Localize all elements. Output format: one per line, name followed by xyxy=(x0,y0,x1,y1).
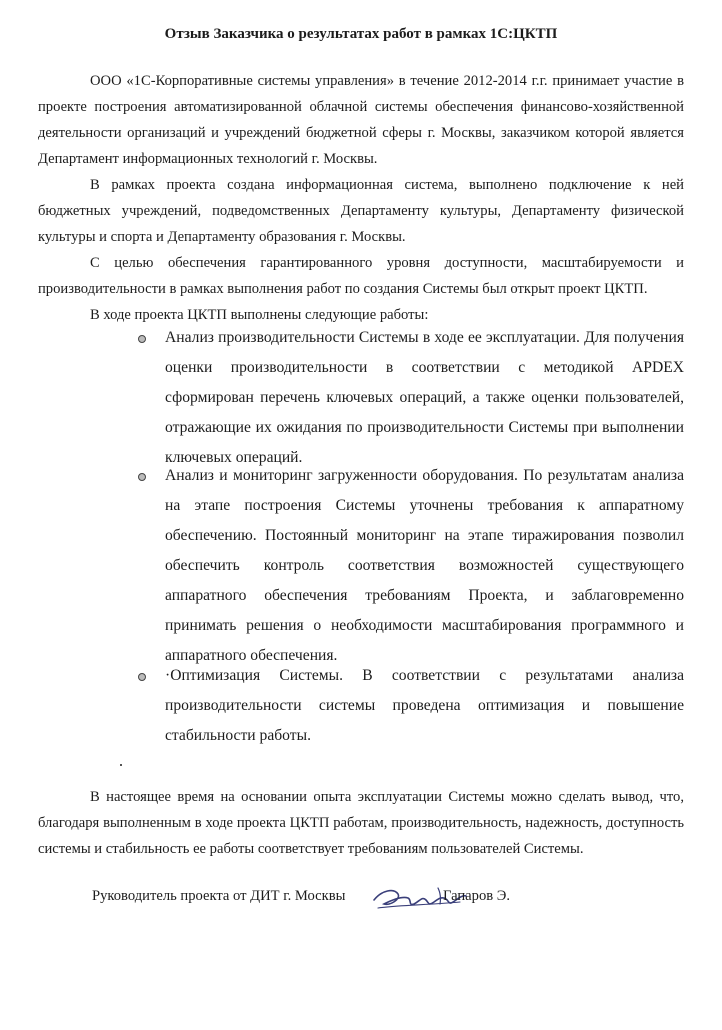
signature-name: Гапаров Э. xyxy=(443,888,511,904)
paragraph-conclusion: В настоящее время на основании опыта эксплуатации Системы можно сделать вывод, что, благодаря выполненным в ходе проекта ЦКТП работам, производительность, надежность, доступность системы и стабильность ее работы соответствует требованиям пользователей Системы. xyxy=(38,789,684,857)
paragraph-works-intro: В ходе проекта ЦКТП выполнены следующие работы: xyxy=(90,307,429,323)
bullet-icon xyxy=(138,473,146,481)
bullet-icon xyxy=(138,335,146,343)
list-item-text: Анализ производительности Системы в ходе ее эксплуатации. Для получения оценки производительности в соответствии с методикой APDEX сформирован перечень ключевых операций, а также оценки пользователей, отражающие их ожидания по производительности Системы при выполнении ключевых операций. xyxy=(165,329,684,466)
list-item xyxy=(135,661,684,744)
paragraph-participation: ООО «1С-Корпоративные системы управления» в течение 2012-2014 г.г. принимает участие в проекте построения автоматизированной облачной системы обеспечения финансово-хозяйственной деятельности организаций и учреждений бюджетной сферы г. Москвы, заказчиком которой является Департамент информационных технологий г. Москвы. xyxy=(38,73,684,167)
bullet-icon xyxy=(138,673,146,681)
paragraph-goal: С целью обеспечения гарантированного уровня доступности, масштабируемости и производительности в рамках выполнения работ по создания Системы был открыт проект ЦКТП. xyxy=(38,255,684,297)
list-item xyxy=(135,461,684,664)
document-title: Отзыв Заказчика о результатах работ в рамках 1С:ЦКТП xyxy=(164,26,558,42)
scan-speck xyxy=(120,764,122,766)
list-item-text: Анализ и мониторинг загруженности оборудования. По результатам анализа на этапе построения Системы уточнены требования к аппаратному обеспечению. Постоянный мониторинг на этапе тиражирования позволил обеспечить контроль соответствия возможностей существующего аппаратного обеспечения требованиям Проекта, и заблаговременно принимать решения о необходимости масштабирования программного и аппаратного обеспечения. xyxy=(165,467,684,664)
list-item-text: ·Оптимизация Системы. В соответствии с результатами анализа производительности системы проведена оптимизация и повышение стабильности работы. xyxy=(165,667,684,744)
list-item xyxy=(135,323,684,466)
works-list xyxy=(135,323,684,745)
signature-role: Руководитель проекта от ДИТ г. Москвы xyxy=(92,888,346,904)
paragraph-system-created: В рамках проекта создана информационная система, выполнено подключение к ней бюджетных учреждений, подведомственных Департаменту культуры, Департаменту физической культуры и спорта и Департаменту образования г. Москвы. xyxy=(38,177,684,245)
